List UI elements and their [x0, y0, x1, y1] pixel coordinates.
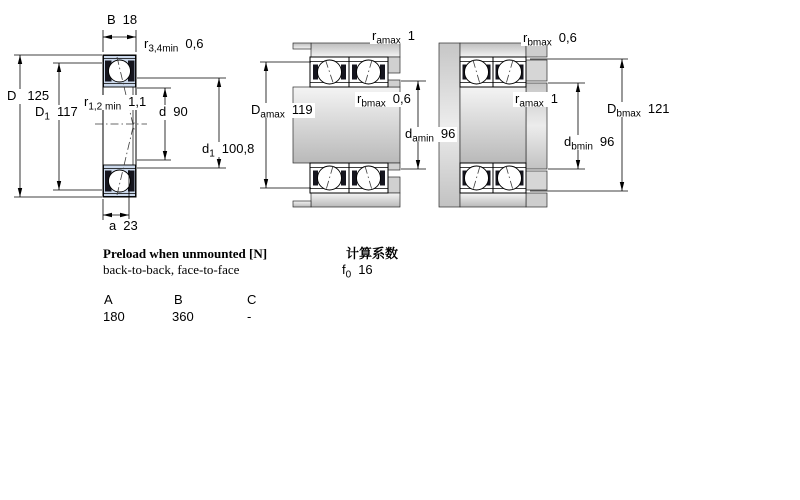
preload-value-c: -: [247, 309, 252, 324]
dim-label-d1: $d_1$ 100,8: [202, 141, 255, 160]
preload-col-a-header: A: [104, 292, 113, 307]
dim-label-D1: $D_1$ 117: [35, 104, 78, 123]
dim-label-r34min: $r_{3,4min}$ 0,6: [144, 36, 204, 55]
preload-value-b: 360: [172, 309, 194, 324]
right-mounted-pair-view: [439, 43, 547, 207]
dim-label-r12min: $r_{1,2 min}$ 1,1: [84, 94, 147, 113]
calc-factors-title: 计算系数: [346, 246, 399, 261]
preload-title: Preload when unmounted [N]: [103, 246, 268, 261]
dim-label-d: d 90: [159, 104, 188, 119]
preload-col-b-header: B: [174, 292, 183, 307]
housing-bottom: [460, 193, 526, 207]
preload-col-c-header: C: [247, 292, 257, 307]
dim-label-ramax-right: $r_{amax}$ 1: [515, 91, 559, 110]
dim-label-Damax: $D_{amax}$ 119: [251, 102, 313, 121]
dim-label-D: D 125: [7, 88, 50, 103]
dim-label-a: a 23: [109, 218, 138, 233]
preload-value-a: 180: [103, 309, 125, 324]
left-abutment-column: [439, 43, 460, 207]
dim-label-Dbmax: $D_{bmax}$ 121: [607, 101, 670, 120]
dim-label-rbmax-middle: $r_{bmax}$ 0,6: [357, 91, 411, 110]
preload-subtitle: back-to-back, face-to-face: [103, 262, 240, 277]
left-bearing-section-view: [95, 55, 147, 197]
dim-label-ramax-middle: $r_{amax}$ 1: [372, 28, 416, 47]
ball-bottom: [109, 170, 131, 192]
dim-label-B: B 18: [107, 12, 138, 27]
dim-label-dbmin: $d_{bmin}$ 96: [564, 134, 615, 153]
calc-f0-value: $f_0$ 16: [342, 262, 373, 281]
dim-label-rbmax-right: $r_{bmax}$ 0,6: [523, 30, 577, 49]
dim-label-damin: $d_{amin}$ 96: [405, 126, 456, 145]
housing-bottom: [311, 193, 400, 207]
ball-top: [109, 60, 131, 82]
middle-mounted-pair-view: [293, 43, 400, 207]
housing-top: [460, 43, 526, 57]
